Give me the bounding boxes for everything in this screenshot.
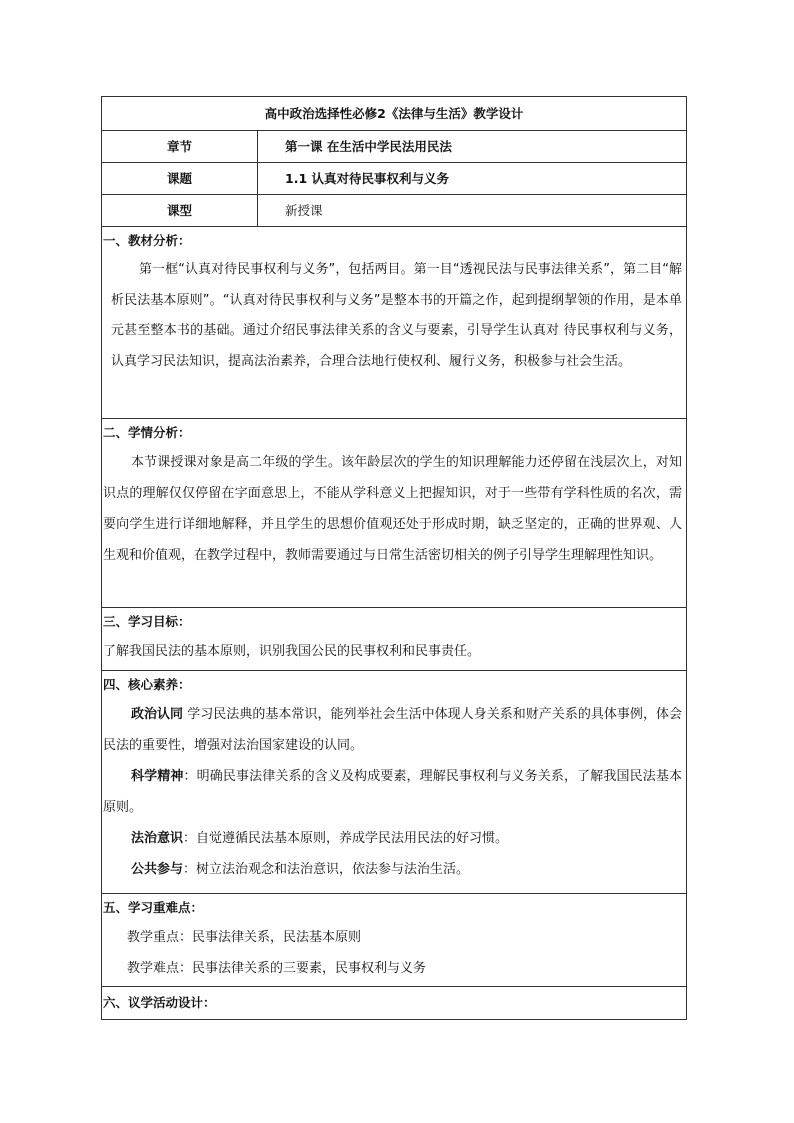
literacy-text: ：树立法治观念和法治意识，依法参与法治生活。 (183, 862, 470, 877)
literacy-label: 科学精神 (131, 769, 184, 784)
core-literacy-section (102, 671, 686, 894)
chapter-row (102, 131, 686, 163)
chapter-value: 第一课 在生活中学民法用民法 (285, 139, 452, 154)
learning-goals-text: 了解我国民法的基本原则，识别我国公民的民事权利和民事责任。 (103, 644, 481, 659)
literacy-text: ：明确民事法律关系的含义及构成要素，理解民事权利与义务关系，了解我国民法基本原则。 (103, 769, 682, 815)
chapter-label: 章节 (102, 131, 258, 162)
topic-label: 课题 (102, 163, 258, 194)
student-analysis-text: 本节课授课对象是高二年级的学生。该年龄层次的学生的知识理解能力还停留在浅层次上，对知识点的理解仅仅停留在字面意思上，不能从学科意义上把握知识，对于一些带有学科性质的名次，需要向学生进行详细地解释，并且学生的思想价值观还处于形成时期，缺乏坚定的，正确的世界观、人生观和价值观，在教学过程中，教师需要通过与日常生活密切相关的例子引导学生理解理性知识。 (103, 455, 682, 563)
literacy-label: 政治认同 (131, 707, 184, 722)
textbook-analysis-heading: 一、教材分析： (103, 233, 191, 248)
activity-design-heading: 六、议学活动设计： (103, 995, 216, 1010)
literacy-item-political (103, 699, 682, 761)
document-title: 高中政治选择性必修2《法律与生活》教学设计 (102, 97, 686, 131)
topic-row (102, 163, 686, 195)
lesson-type-label: 课型 (102, 195, 258, 226)
textbook-analysis-text: 第一框“认真对待民事权利与义务”，包括两目。第一目“透视民法与民事法律关系”，第二目“解析民法基本原则”。“认真对待民事权利与义务”是整本书的开篇之作，起到提纲挈领的作用，是本单元甚至整本书的基础。通过介绍民事法律关系的含义与要素，引导学生认真对 待民事权利与义务，认真学习民法知识，提高法治素养，合理合法地行使权利、履行义务，积极参与社会生活。 (111, 262, 682, 369)
literacy-label: 法治意识 (131, 831, 184, 846)
literacy-item-rule-of-law (103, 823, 682, 854)
learning-goals-section (102, 608, 686, 671)
lesson-type-row (102, 195, 686, 227)
literacy-item-participation (103, 854, 682, 885)
learning-goals-heading: 三、学习目标： (103, 614, 191, 629)
core-literacy-heading: 四、核心素养： (103, 677, 191, 692)
literacy-text: 学习民法典的基本常识，能列举社会生活中体现人身关系和财产关系的具体事例，体会民法的重要性，增强对法治国家建设的认同。 (103, 707, 682, 753)
difficult-point-text: 教学难点：民事法律关系的三要素，民事权利与义务 (127, 961, 427, 976)
key-points-section (102, 894, 686, 987)
textbook-analysis-section (102, 227, 686, 419)
topic-value: 1.1 认真对待民事权利与义务 (285, 171, 449, 186)
student-analysis-heading: 二、学情分析： (103, 425, 191, 440)
key-points-heading: 五、学习重难点： (103, 900, 204, 915)
student-analysis-section (102, 419, 686, 608)
activity-design-section (102, 987, 686, 1019)
literacy-text: ：自觉遵循民法基本原则，养成学民法用民法的好习惯。 (183, 831, 509, 846)
lesson-plan-table (101, 96, 687, 1020)
key-point-text: 教学重点：民事法律关系，民法基本原则 (127, 930, 362, 945)
literacy-label: 公共参与 (131, 862, 184, 877)
literacy-item-science (103, 761, 682, 823)
lesson-type-value: 新授课 (285, 203, 323, 218)
